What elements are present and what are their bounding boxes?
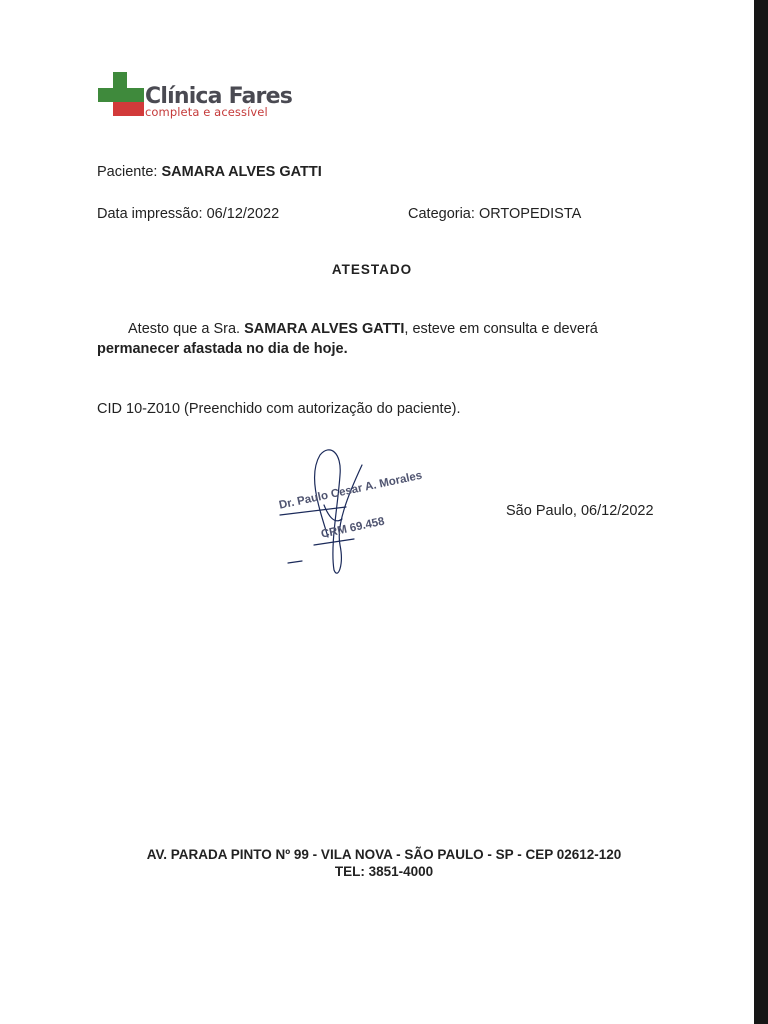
document-title: ATESTADO	[331, 262, 413, 277]
body-suffix: , esteve em consulta e deverá	[404, 321, 598, 337]
stamp-doctor-name: Dr. Paulo Cesar A. Morales	[278, 469, 424, 512]
body-line-1	[128, 321, 598, 337]
place-and-date: São Paulo, 06/12/2022	[506, 503, 654, 519]
category-value: ORTOPEDISTA	[478, 206, 582, 222]
print-date-label: Data impressão:	[97, 206, 203, 222]
footer-phone: TEL: 3851-4000	[334, 864, 434, 879]
category-row	[408, 206, 581, 222]
stamp-crm: CRM 69.458	[320, 515, 386, 541]
signature-icon	[268, 445, 428, 580]
clinic-tagline: completa e acessível	[145, 105, 268, 119]
signature-stamp	[268, 445, 428, 580]
cid-line: CID 10-Z010 (Preenchido com autorização do paciente).	[97, 401, 461, 417]
clinic-logo	[98, 72, 293, 122]
print-date-row	[97, 206, 279, 222]
body-line-2: permanecer afastada no dia de hoje.	[97, 341, 348, 357]
scan-dark-edge	[754, 0, 768, 1024]
clinic-name: Clínica Fares	[145, 84, 293, 109]
footer-address: AV. PARADA PINTO Nº 99 - VILA NOVA - SÃO PAULO - SP - CEP 02612-120	[146, 847, 622, 862]
body-patient-name: SAMARA ALVES GATTI	[244, 321, 405, 337]
patient-label: Paciente:	[97, 164, 158, 180]
footer-contact	[0, 846, 768, 880]
cross-logo-icon	[98, 72, 144, 118]
body-prefix: Atesto que a Sra.	[128, 321, 241, 337]
category-label: Categoria:	[408, 206, 475, 222]
print-date-value: 06/12/2022	[206, 206, 280, 222]
patient-name: SAMARA ALVES GATTI	[161, 164, 322, 180]
patient-row	[97, 164, 322, 180]
